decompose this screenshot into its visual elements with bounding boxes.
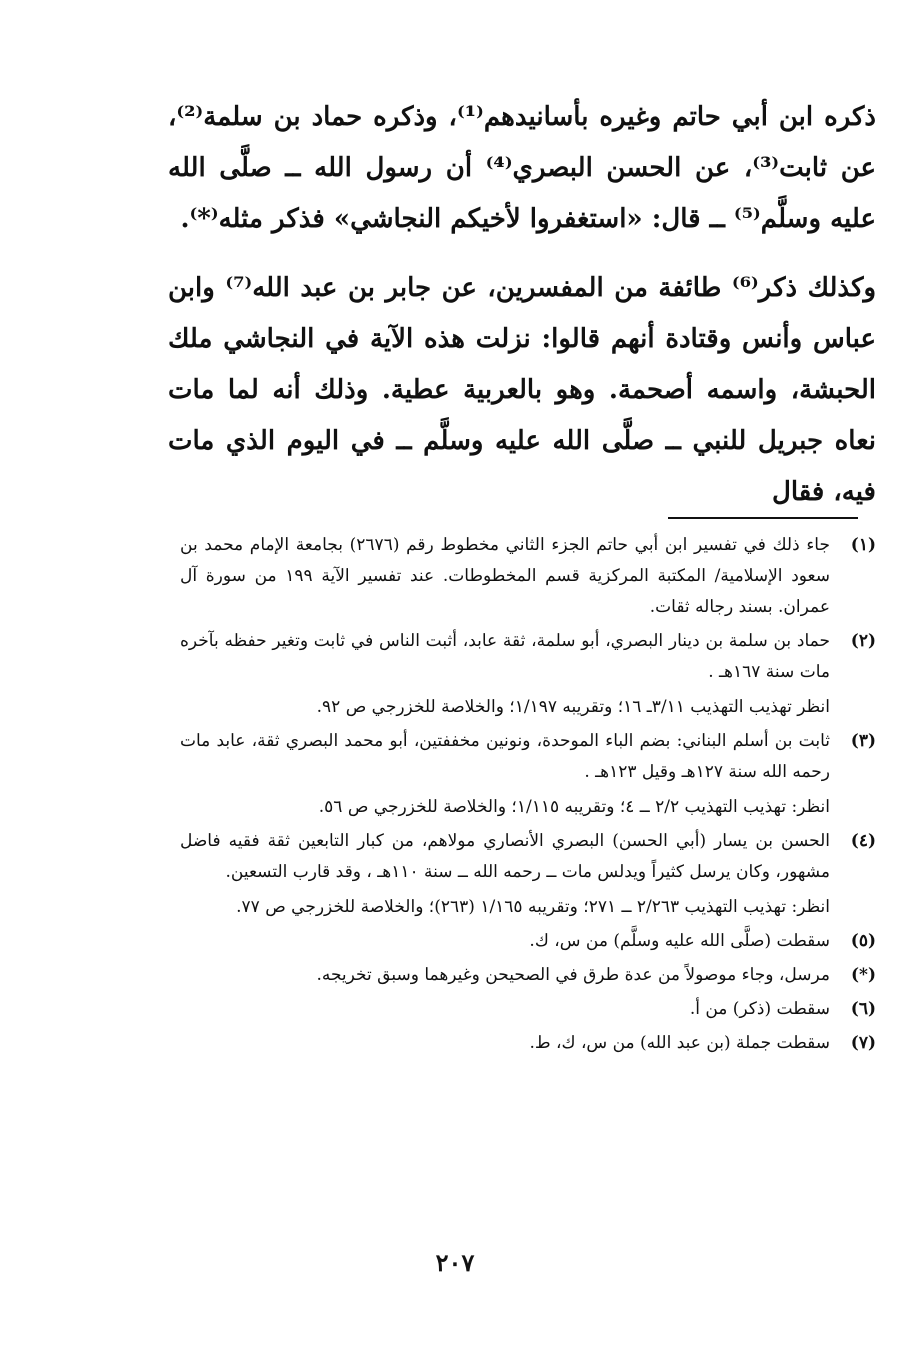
footnote-number: (٧) — [850, 1033, 876, 1053]
footnote-text: ثابت بن أسلم البناني: بضم الباء الموحدة، ونونين مخففتين، أبو محمد البصري ثقة، عابد مات رحمه الله سنة ١٢٧هـ وقيل ١٢٣هـ . — [180, 731, 830, 782]
footnote-7 — [180, 1028, 876, 1059]
footnote-number: (٥) — [850, 931, 876, 951]
footnote-text: حماد بن سلمة بن دينار البصري، أبو سلمة، ثقة عابد، أثبت الناس في ثابت وتغير حفظه بآخره مات سنة ١٦٧هـ . — [180, 631, 830, 682]
main-text — [168, 92, 876, 518]
footnote-text: جاء ذلك في تفسير ابن أبي حاتم الجزء الثاني مخطوط رقم (٢٦٧٦) بجامعة الإمام محمد بن سعود الإسلامية/ المكتبة المركزية قسم المخطوطات. عند تفسير الآية ١٩٩ من سورة آل عمران. بسند رجاله ثقات. — [180, 535, 830, 617]
footnote-4 — [180, 826, 876, 923]
footnote-reference: انظر تهذيب التهذيب ٣/١١ـ ١٦؛ وتقريبه ١/١٩٧؛ والخلاصة للخزرجي ص ٩٢. — [316, 697, 830, 717]
footnote-3 — [180, 726, 876, 823]
footnote-star — [180, 960, 876, 991]
footnote-5 — [180, 926, 876, 957]
footnote-number: (٤) — [850, 831, 876, 851]
footnote-number: (٣) — [850, 731, 876, 751]
footnote-number: (*) — [851, 965, 876, 985]
footnote-1 — [180, 530, 876, 623]
footnote-6 — [180, 994, 876, 1025]
page-number: ٢٠٧ — [435, 1248, 475, 1277]
footnotes — [180, 530, 876, 1062]
footnote-separator — [668, 517, 858, 519]
footnote-number: (٦) — [850, 999, 876, 1019]
footnote-reference: انظر: تهذيب التهذيب ٢/٢ ــ ٤؛ وتقريبه ١/١١٥؛ والخلاصة للخزرجي ص ٥٦. — [318, 797, 830, 817]
footnote-number: (٢) — [850, 631, 876, 651]
main-paragraph-2: وكذلك ذكر⁽⁶⁾ طائفة من المفسرين، عن جابر بن عبد الله⁽⁷⁾ وابن عباس وأنس وقتادة أنهم قالوا: نزلت هذه الآية في النجاشي ملك الحبشة، واسمه أصحمة. وهو بالعربية عطية. وذلك أنه لما مات نعاه جبريل للنبي ــ صلَّى الله عليه وسلَّم ــ في اليوم الذي مات فيه، فقال — [168, 273, 877, 507]
footnote-2 — [180, 626, 876, 723]
footnote-text: سقطت (ذكر) من أ. — [689, 999, 830, 1019]
footnote-reference: انظر: تهذيب التهذيب ٢/٢٦٣ ــ ٢٧١؛ وتقريبه ١/١٦٥ (٢٦٣)؛ والخلاصة للخزرجي ص ٧٧. — [236, 897, 830, 917]
footnote-text: مرسل، وجاء موصولاً من عدة طرق في الصحيحن وغيرهما وسبق تخريجه. — [316, 965, 830, 985]
footnote-text: سقطت جملة (بن عبد الله) من س، ك، ط. — [529, 1033, 830, 1053]
footnote-number: (١) — [850, 535, 876, 555]
main-paragraph-1: ذكره ابن أبي حاتم وغيره بأسانيدهم⁽¹⁾، وذكره حماد بن سلمة⁽²⁾، عن ثابت⁽³⁾، عن الحسن البصري⁽⁴⁾ أن رسول الله ــ صلَّى الله عليه وسلَّم⁽⁵⁾ ــ قال: «استغفروا لأخيكم النجاشي» فذكر مثله⁽*⁾. — [168, 102, 877, 234]
footnote-text: سقطت (صلَّى الله عليه وسلَّم) من س، ك. — [529, 931, 830, 951]
footnote-text: الحسن بن يسار (أبي الحسن) البصري الأنصاري مولاهم، من كبار التابعين ثقة فقيه فاضل مشهور، وكان يرسل كثيراً ويدلس مات ــ رحمه الله ــ سنة ١١٠هـ ، وقد قارب التسعين. — [180, 831, 830, 882]
